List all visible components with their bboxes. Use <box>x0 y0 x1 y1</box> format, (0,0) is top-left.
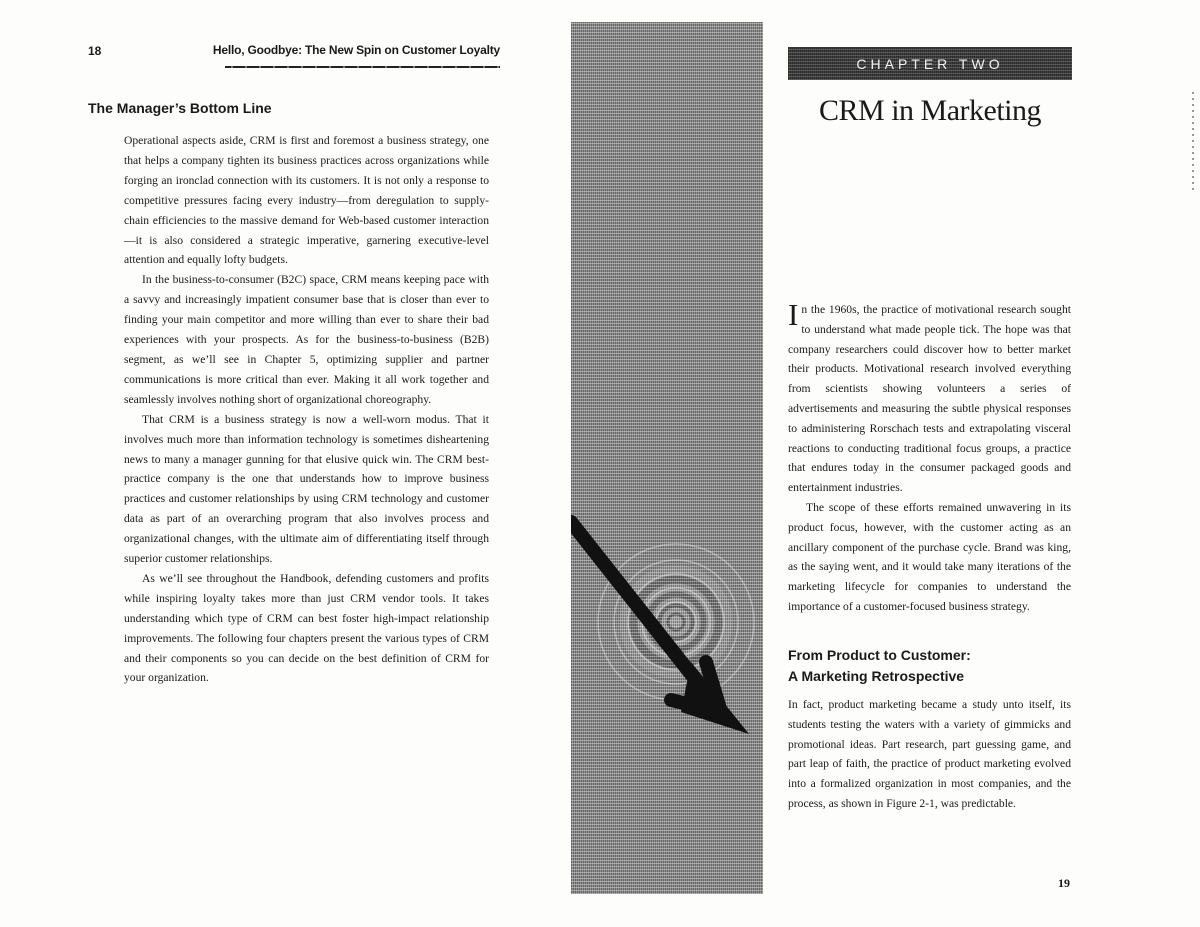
page-number: 19 <box>1058 876 1070 890</box>
paragraph: As we’ll see throughout the Handbook, defending customers and profits while inspiring loyalty takes more than just CRM vendor tools. It takes understanding which type of CRM can best foster high-impact relationship improvements. The following four chapters present the various types of CRM and their components so you can decide on the best definition of CRM for your organization. <box>124 571 489 685</box>
body-text <box>788 297 1071 617</box>
right-page <box>770 0 1200 927</box>
chapter-title: CRM in Marketing <box>819 94 1041 127</box>
paragraph: In the business-to-consumer (B2C) space, CRM means keeping pace with a savvy and increasingly impatient consumer base that is closer than ever to finding your main competitor and more willing than ever to share their bad experiences with your prospects. As for the business-to-business (B2B) segment, as we’ll see in Chapter 5, optimizing supplier and partner communications is more critical than ever. Making it all work together and seamlessly involves nothing short of organizational choreography. <box>124 273 489 406</box>
paragraph: In fact, product marketing became a study unto itself, its students testing the waters with a variety of gimmicks and promotional ideas. Part research, part guessing game, and part leap of faith, the practice of product marketing evolved into a formalized organization in most companies, and the process, as shown in Figure 2-1, was predictable. <box>788 698 1071 810</box>
running-head: Hello, Goodbye: The New Spin on Customer Loyalty <box>212 43 500 57</box>
chapter-label: CHAPTER TWO <box>788 47 1072 80</box>
section-heading-line: From Product to Customer: <box>788 647 971 663</box>
paragraph-text: n the 1960s, the practice of motivational research sought to understand what made people tick. The hope was that company researchers could discover how to better market their products. Motivational research involved everything from scientists showing volunteers a series of advertisements and measuring the subtle physical responses to administering Rorschach tests and extrapolating visceral reactions to conducting traditional focus groups, a practice that endures today in the consumer packaged goods and entertainment industries. <box>788 303 1071 495</box>
section-heading <box>788 645 1072 687</box>
left-page <box>0 0 560 927</box>
paragraph: The scope of these efforts remained unwavering in its product focus, however, with the customer acting as an ancillary component of the purchase cycle. Brand was king, as the saying went, and it would take many iterations of the marketing lifecycle for companies to understand the importance of a customer-focused business strategy. <box>788 500 1071 613</box>
drop-cap: I <box>788 297 799 332</box>
body-text <box>788 695 1071 814</box>
body-text <box>124 131 489 688</box>
paragraph: That CRM is a business strategy is now a well-worn modus. That it involves much more than information technology is sometimes disheartening news to many a manager gunning for that elusive quick win. The CRM best-practice company is the one that understands how to improve business practices and customer relationships by using CRM technology and customer data as part of an overarching program that also involves process and organizational changes, with the ultimate aim of differentiating itself through superior customer relationships. <box>124 412 489 566</box>
paragraph <box>788 297 1071 498</box>
page-number: 18 <box>88 44 102 58</box>
section-heading: The Manager’s Bottom Line <box>88 100 272 116</box>
paragraph: Operational aspects aside, CRM is first and foremost a business strategy, one that helps a company tighten its business practices across organizations while forging an ironclad connection with its customers. It is not only a response to competitive pressures facing every industry—from deregulation to supply-chain efficiencies to the massive demand for Web-based customer interaction—it is also considered a strategic imperative, garnering executive-level attention and equally lofty budgets. <box>124 134 489 267</box>
scan-margin-marks <box>1192 90 1194 190</box>
arrow-illustration <box>571 22 763 894</box>
header-rule <box>225 66 500 68</box>
section-heading-line: A Marketing Retrospective <box>788 668 965 684</box>
